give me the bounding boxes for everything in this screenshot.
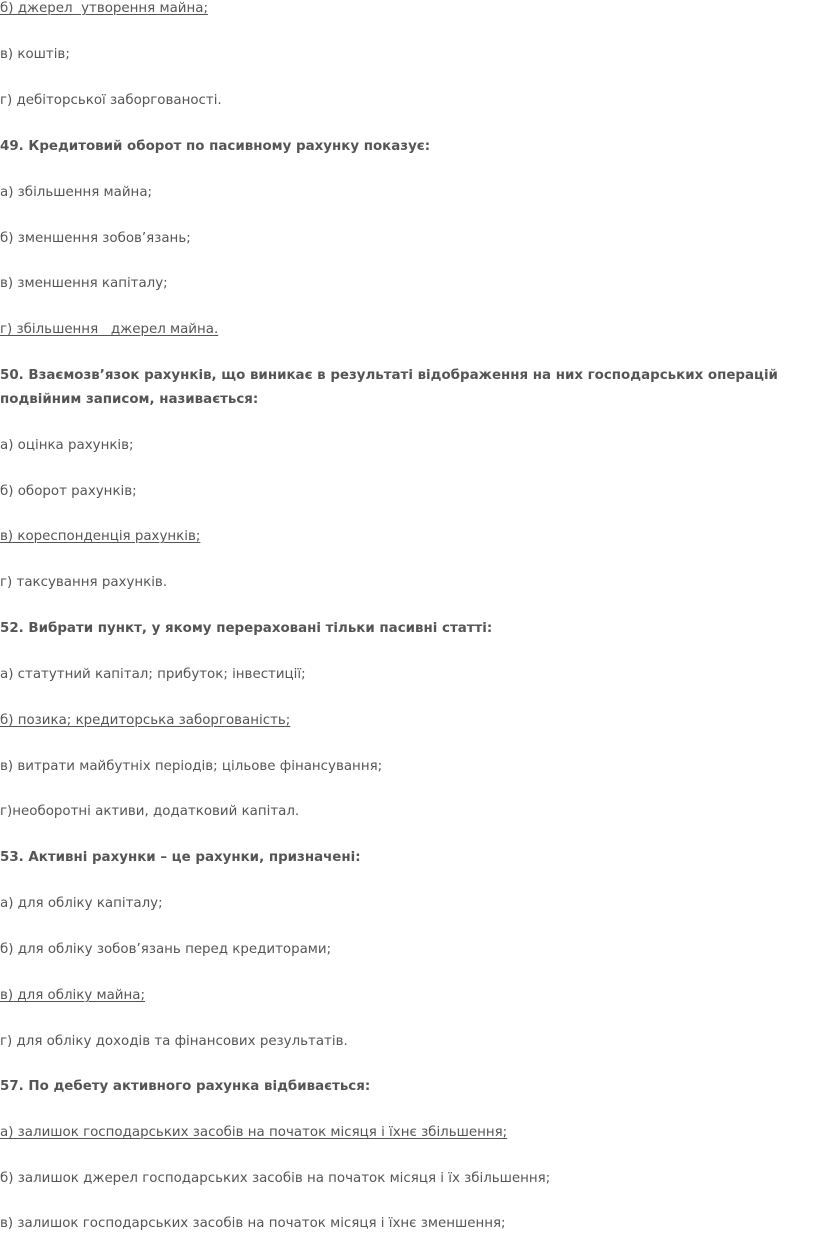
question-heading: 53. Активні рахунки – це рахунки, призначені: [0,850,361,865]
answer-option: в) витрати майбутніх періодів; цільове фінансування; [0,759,383,774]
answer-option-correct: в) кореспонденція рахунків; [0,529,201,544]
answer-option: г) дебіторської заборгованості. [0,93,222,108]
answer-option: а) для обліку капіталу; [0,896,163,911]
question-heading: 49. Кредитовий оборот по пасивному рахунку показує: [0,139,431,154]
answer-option: а) статутний капітал; прибуток; інвестиції; [0,667,306,682]
answer-option: г)необоротні активи, додатковий капітал. [0,804,300,819]
question-heading-cont: подвійним записом, називається: [0,392,259,407]
answer-option-correct: в) для обліку майна; [0,988,145,1003]
answer-option: б) зменшення зобов’язань; [0,231,191,246]
answer-option: в) зменшення капіталу; [0,276,168,291]
answer-option: а) оцінка рахунків; [0,438,134,453]
question-heading: 50. Взаємозв’язок рахунків, що виникає в результаті відображення на них господарських операцій [0,368,778,383]
answer-option: в) залишок господарських засобів на початок місяця і їхнє зменшення; [0,1216,506,1231]
answer-option-correct: а) залишок господарських засобів на початок місяця і їхнє збільшення; [0,1125,508,1140]
answer-option-correct: б) позика; кредиторська заборгованість; [0,713,291,728]
answer-option: г) для обліку доходів та фінансових результатів. [0,1034,348,1049]
answer-option-correct: г) збільшення джерел майна. [0,322,219,337]
question-heading: 52. Вибрати пункт, у якому перераховані тільки пасивні статті: [0,621,493,636]
answer-option: г) таксування рахунків. [0,575,168,590]
answer-option: б) залишок джерел господарських засобів на початок місяця і їх збільшення; [0,1171,551,1186]
question-heading: 57. По дебету активного рахунка відбивається: [0,1079,371,1094]
answer-option: б) джерел утворення майна; [0,1,208,16]
answer-option: б) оборот рахунків; [0,484,137,499]
answer-option: в) коштів; [0,47,70,62]
answer-option: а) збільшення майна; [0,185,153,200]
answer-option: б) для обліку зобов’язань перед кредиторами; [0,942,332,957]
